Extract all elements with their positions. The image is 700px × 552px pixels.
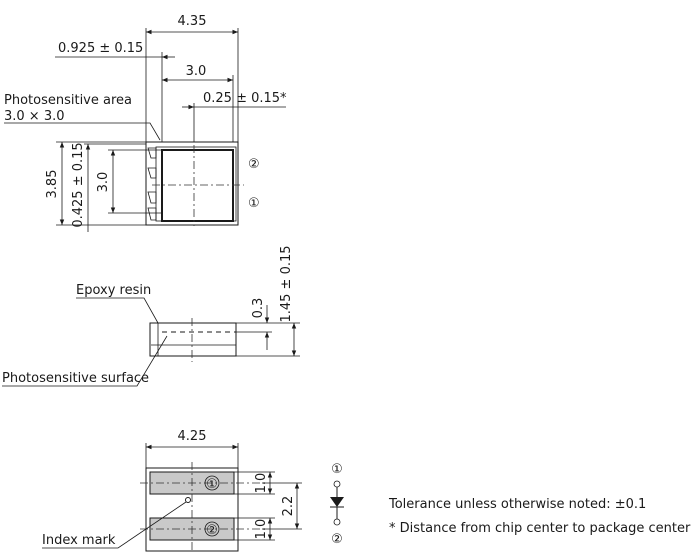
index-mark — [186, 498, 191, 503]
diode-schematic — [330, 462, 344, 547]
pad1-label: ① — [206, 477, 218, 492]
top-view-package — [146, 142, 238, 225]
dim-height-text: 3.85 — [45, 169, 60, 199]
note-tolerance: Tolerance unless otherwise noted: ±0.1 — [389, 497, 647, 512]
dim-pad2-height-text: 1.0 — [254, 518, 269, 540]
label-photosensitive-area-size: 3.0 × 3.0 — [4, 109, 65, 124]
schematic-pin2: ② — [331, 532, 343, 547]
dim-pad-pitch-text: 2.2 — [281, 495, 296, 517]
photosensitive-area — [162, 150, 233, 221]
dim-vertical-offset-text: 0.425 ± 0.15 — [71, 142, 86, 228]
label-photosensitive-area: Photosensitive area — [4, 93, 133, 108]
dim-area-width-text: 3.0 — [185, 64, 207, 79]
bottom-view — [42, 429, 302, 552]
side-view-package — [150, 323, 236, 356]
dim-thickness-text: 1.45 ± 0.15 — [279, 245, 294, 323]
top-pin1: ① — [248, 196, 260, 211]
label-photosensitive-surface: Photosensitive surface — [2, 371, 150, 386]
dim-area-height-text: 3.0 — [96, 171, 111, 193]
label-epoxy-resin: Epoxy resin — [76, 283, 152, 298]
diode-symbol — [330, 497, 344, 507]
pad2-label: ② — [206, 523, 218, 538]
dim-offset-text: 0.925 ± 0.15 — [58, 41, 144, 56]
dim-center-offset-text: 0.25 ± 0.15* — [203, 91, 287, 106]
dim-pad1-height-text: 1.0 — [254, 472, 269, 494]
dim-width-text: 4.35 — [177, 14, 207, 29]
schematic-pin1: ① — [331, 462, 343, 477]
side-view — [2, 245, 300, 386]
note-asterisk: * Distance from chip center to package center — [389, 521, 691, 536]
label-index-mark: Index mark — [42, 533, 116, 548]
dim-depth-text: 0.3 — [251, 297, 266, 319]
top-pin2: ② — [248, 157, 260, 172]
top-view — [4, 14, 287, 232]
dim-bottom-width-text: 4.25 — [177, 429, 207, 444]
